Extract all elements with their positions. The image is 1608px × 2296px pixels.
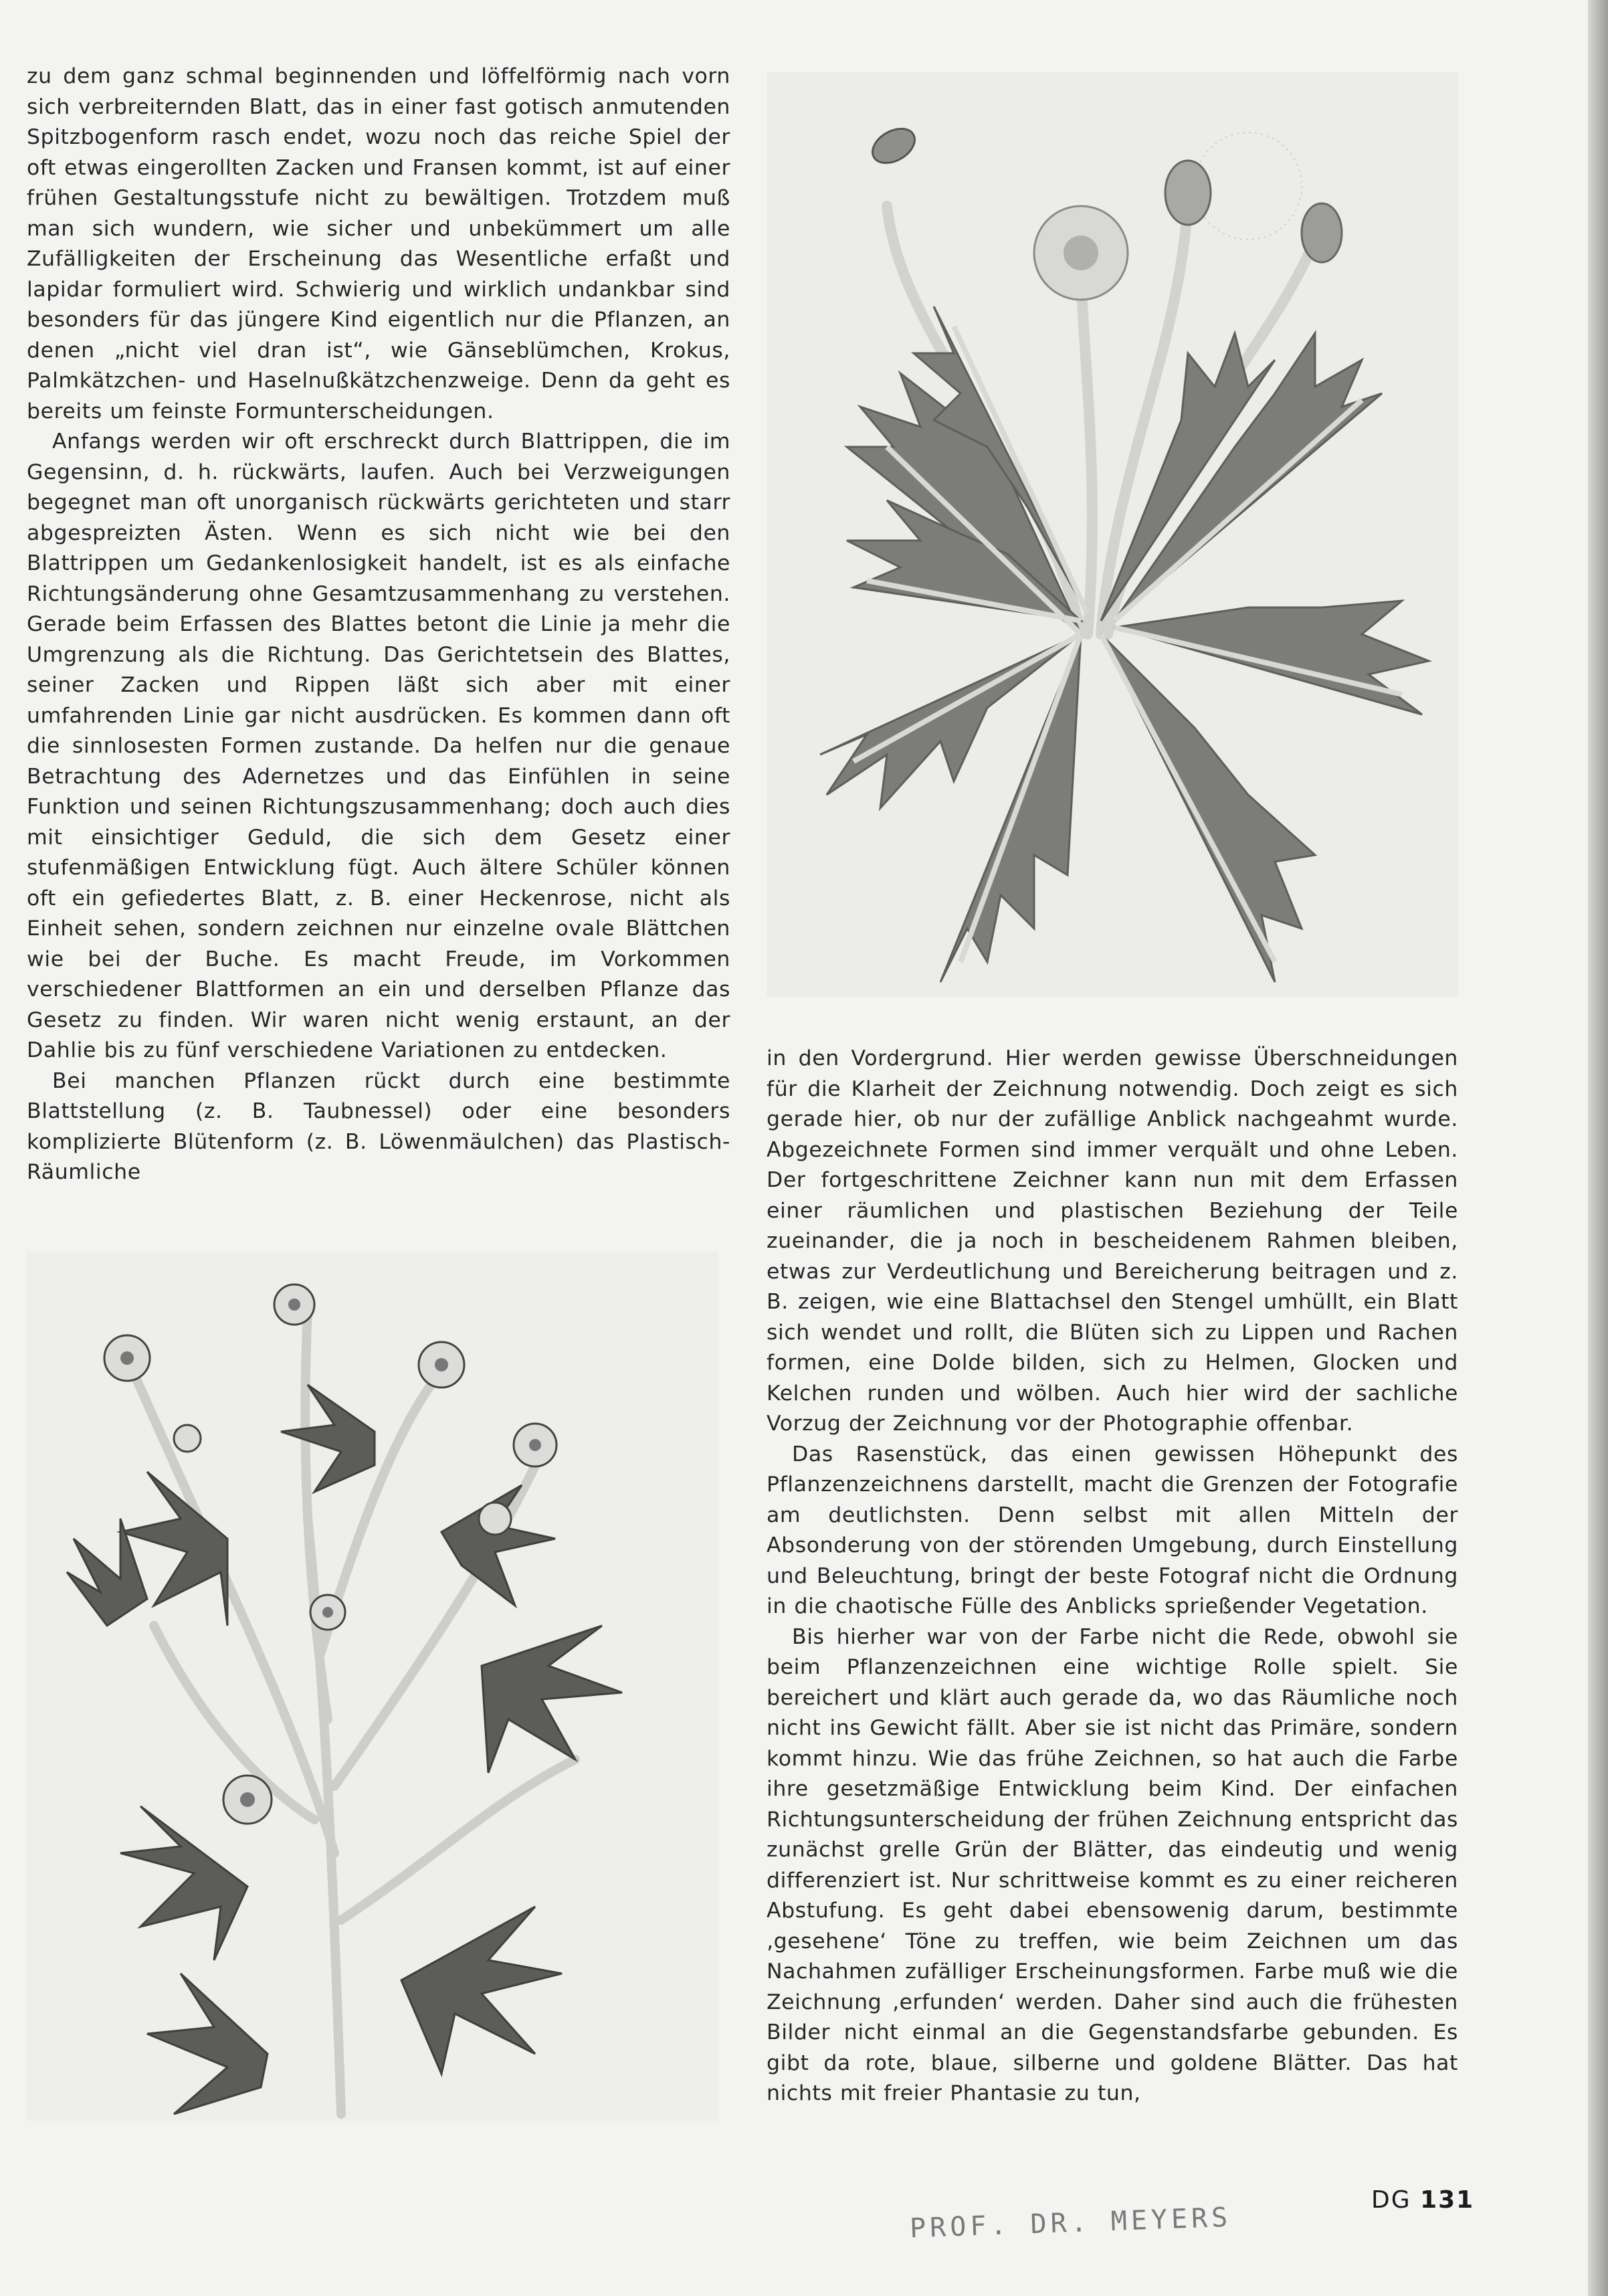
- paragraph: Bis hierher war von der Farbe nicht die Rede, obwohl sie beim Pflanzenzeichnen eine wichtige Rolle spielt. Sie bereichert und klärt auch gerade da, wo das Räumliche noch nicht ins Gewicht fällt. Aber sie ist nicht das Primäre, sondern kommt hinzu. Wie das frühe Zeichnen, so hat auch die Farbe ihre gesetzmäßige Entwicklung beim Kind. Der einfachen Richtungsunterscheidung der frühen Zeichnung entspricht das zunächst grelle Grün der Blätter, das eindeutig und wenig differenziert ist. Nur schrittweise kommt es zu einer reicheren Abstufung. Es geht dabei ebensowenig darum, bestimmte ‚gesehene‘ Töne zu treffen, wie beim Zeichnen um das Nachahmen zufälliger Erscheinungsformen. Farbe muß wie die Zeichnung ‚erfunden‘ werden. Daher sind auch die frühesten Bilder nicht einmal an die Gegenstandsfarbe gebunden. Es gibt da rote, blaue, silberne und goldene Blätter. Das hat nichts mit freier Phantasie zu tun,: [767, 1624, 1458, 2105]
- page-edge-shadow: [1588, 0, 1608, 2296]
- paragraph: zu dem ganz schmal beginnenden und löffelförmig nach vorn sich verbreiternden Blatt, das in einer fast gotisch anmutenden Spitzbogenform rasch endet, wozu noch das reiche Spiel der oft etwas eingerollten Zacken und Fransen kommt, ist auf einer frühen Gestaltungsstufe nicht zu bewältigen. Trotzdem muß man sich wundern, wie sicher und unbekümmert um alle Zufälligkeiten der Erscheinung das Wesentliche erfaßt und lapidar formuliert wird. Schwierig und wirklich undankbar sind besonders für das jüngere Kind eigentlich nur die Pflanzen, an denen „nicht viel dran ist“, wie Gänseblümchen, Krokus, Palmkätzchen- und Haselnußkätzchenzweige. Denn da geht es bereits um feinste Formunterscheidungen.: [27, 64, 730, 423]
- folio-prefix: DG: [1371, 2186, 1411, 2214]
- page-folio: [1371, 2186, 1474, 2214]
- paragraph: Bei manchen Pflanzen rückt durch eine bestimmte Blattstellung (z. B. Taubnessel) oder eine besonders komplizierte Blütenform (z. B. Löwenmäulchen) das Plastisch-Räumliche: [27, 1068, 730, 1184]
- right-text-column: [767, 1044, 1458, 2109]
- buttercup-illustration: [27, 1251, 718, 2121]
- dandelion-illustration: [767, 72, 1458, 997]
- buttercup-drawing-figure: [27, 1251, 718, 2121]
- ownership-stamp: PROF. DR. MEYERS: [909, 2202, 1232, 2244]
- dandelion-drawing-figure: [767, 72, 1458, 997]
- page-number: 131: [1420, 2186, 1475, 2214]
- paragraph: Das Rasenstück, das einen gewissen Höhepunkt des Pflanzenzeichnens darstellt, macht die Grenzen der Fotografie am deutlichsten. Denn selbst mit allen Mitteln der Absonderung von der störenden Umgebung, durch Einstellung und Beleuchtung, bringt der beste Fotograf nicht die Ordnung in die chaotische Fülle des Anblicks sprießender Vegetation.: [767, 1442, 1458, 1618]
- paragraph: Anfangs werden wir oft erschreckt durch Blattrippen, die im Gegensinn, d. h. rückwärts, laufen. Auch bei Verzweigungen begegnet man oft unorganisch rückwärts gerichteten und starr abgespreizten Ästen. Wenn es sich nicht wie bei den Blattrippen um Gedankenlosigkeit handelt, ist es als einfache Richtungsänderung ohne Gesamtzusammenhang zu verstehen. Gerade beim Erfassen des Blattes betont die Linie ja mehr die Umgrenzung als die Richtung. Das Gerichtetsein des Blattes, seiner Zacken und Rippen läßt sich aber mit einer umfahrenden Linie gar nicht ausdrücken. Es kommen dann oft die sinnlosesten Formen zustande. Da helfen nur die genaue Betrachtung des Adernetzes und das Einfühlen in seine Funktion und seinen Richtungszusammenhang; doch auch dies mit einsichtiger Geduld, die sich dem Gesetz einer stufenmäßigen Entwicklung fügt. Auch ältere Schüler können oft ein gefiedertes Blatt, z. B. einer Heckenrose, nicht als Einheit sehen, sondern zeichnen nur einzelne ovale Blättchen wie bei der Buche. Es macht Freude, im Vorkommen verschiedener Blattformen an ein und derselben Pflanze das Gesetz zu finden. Wir waren nicht wenig erstaunt, an der Dahlie bis zu fünf verschiedene Variationen zu entdecken.: [27, 429, 730, 1062]
- paragraph: in den Vordergrund. Hier werden gewisse Überschneidungen für die Klarheit der Zeichnung notwendig. Doch zeigt es sich gerade hier, ob nur der zufällige Anblick nachgeahmt wurde. Abgezeichnete Formen sind immer verquält und ohne Leben. Der fortgeschrittene Zeichner kann nun mit dem Erfassen einer räumlichen und plastischen Beziehung der Teile zueinander, die ja noch in bescheidenem Rahmen bleiben, etwas zur Verdeutlichung und Bereicherung beitragen und z. B. zeigen, wie eine Blattachsel den Stengel umhüllt, ein Blatt sich wendet und rollt, die Blüten sich zu Lippen und Rachen formen, eine Dolde bilden, sich zu Helmen, Glocken und Kelchen runden und wölben. Auch hier wird der sachliche Vorzug der Zeichnung vor der Photographie offenbar.: [767, 1046, 1458, 1436]
- left-text-column: [27, 62, 730, 1188]
